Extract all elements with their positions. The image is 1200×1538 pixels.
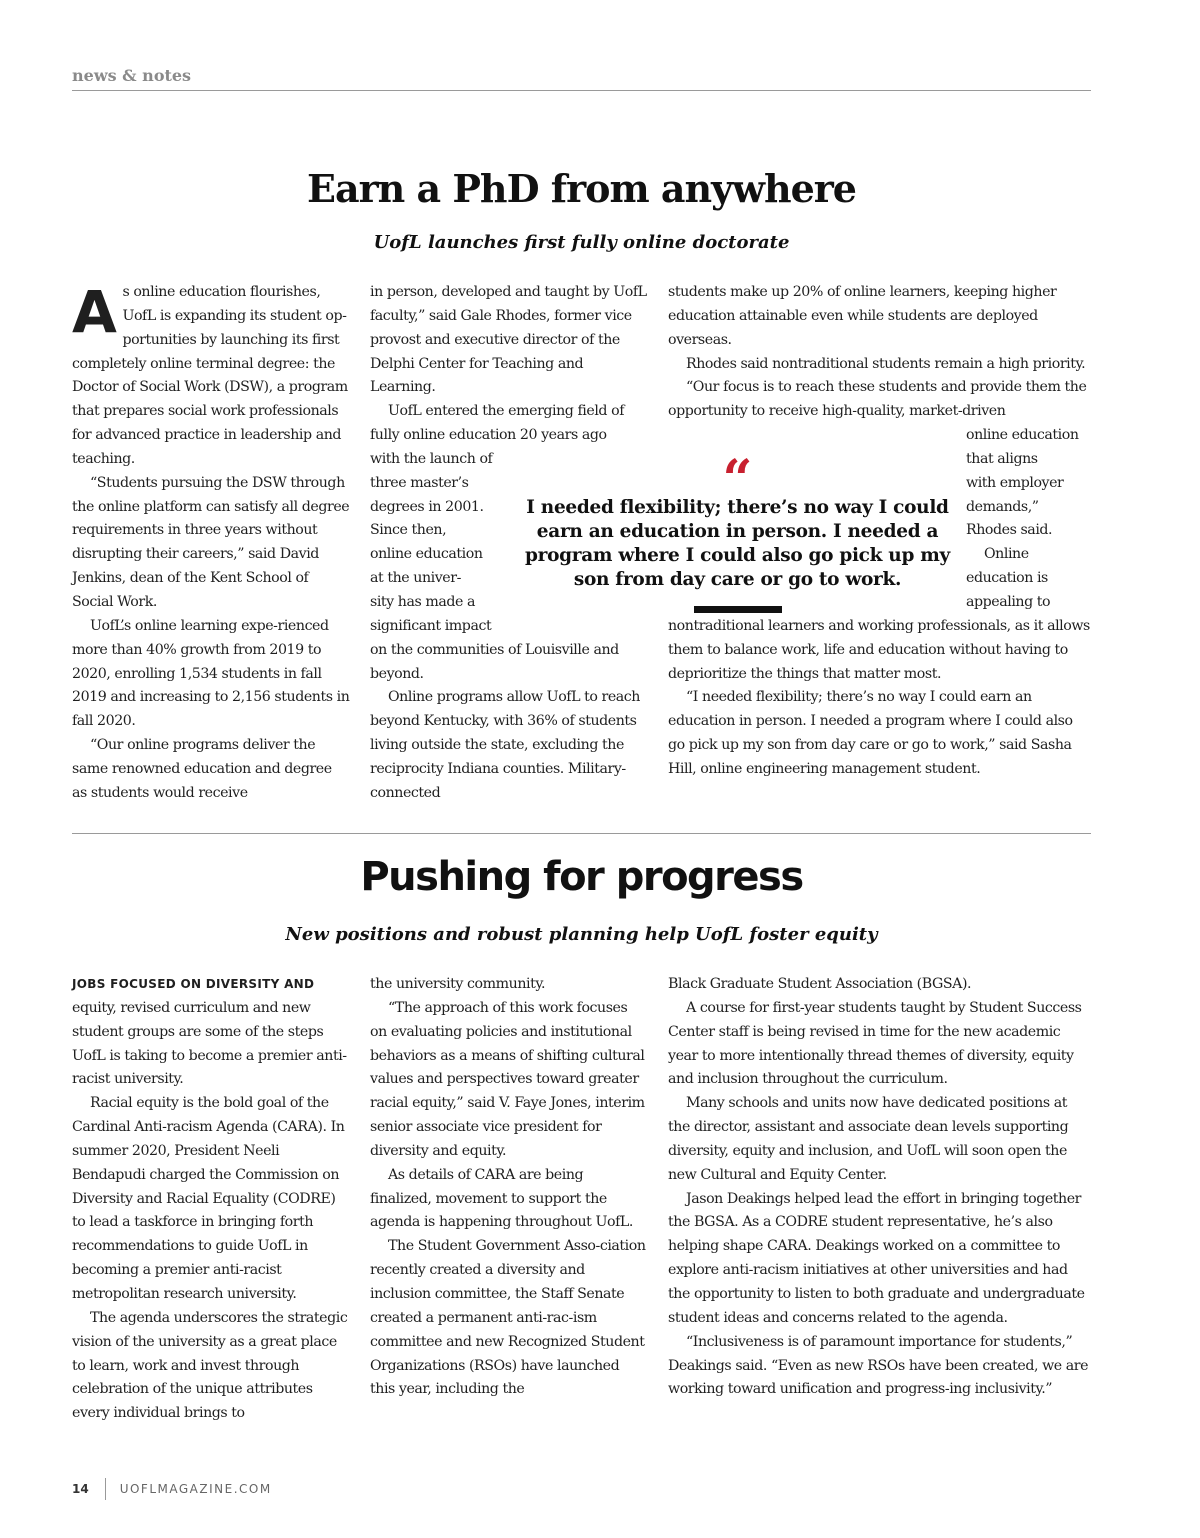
dropcap: A (72, 278, 117, 346)
paragraph: Black Graduate Student Association (BGSA). (668, 976, 972, 992)
narrow-line: degrees in 2001. (370, 498, 484, 515)
paragraph: Online programs allow UofL to reach beyond Kentucky, with 36% of students living outside the state, excluding the reciprocity Indiana counties. Military-connected (370, 689, 640, 801)
narrow-line: significant impact (370, 617, 492, 634)
article1-deck: UofL launches first fully online doctorate (373, 232, 790, 253)
header-rule (72, 90, 1091, 91)
paragraph: s online education flourishes, UofL is expanding its student op-portunities by launching its first completely online terminal degree: the Doctor of Social Work (DSW), a program that prepares social work professionals for advanced practice in leadership and teaching. (72, 284, 348, 467)
paragraph: The agenda underscores the strategic vision of the university as a great place to learn, work and invest through celebration of the unique attributes every individual brings to (72, 1309, 348, 1422)
quote-mark-icon: “ (722, 449, 753, 510)
paragraph: The Student Government Asso-ciation recently created a diversity and inclusion committee, the Staff Senate created a permanent anti-rac-ism committee and new Recognized Student Organizations (RSOs) have launched this year, including the (370, 1238, 646, 1398)
paragraph: “The approach of this work focuses on evaluating policies and institutional behaviors as a means of shifting cultural values and perspectives toward greater racial equity,” said V. Faye Jones, interim senior associate vice president for diversity and equity. (370, 999, 645, 1159)
article2-col1 (72, 973, 350, 1426)
paragraph: Rhodes said nontraditional students remain a high priority. (686, 355, 1086, 372)
lead-in: JOBS FOCUSED ON DIVERSITY AND (72, 977, 315, 991)
pull-quote-bar (694, 606, 782, 613)
paragraph: UofL’s online learning expe-rienced more than 40% growth from 2019 to 2020, enrolling 1,534 students in fall 2019 and increasing to 2,156 students in fall 2020. (72, 617, 350, 730)
paragraph: on the communities of Louisville and beyond. (370, 641, 619, 682)
page-number: 14 (72, 1482, 89, 1496)
narrow-line: online education (370, 546, 483, 563)
paragraph: Racial equity is the bold goal of the Cardinal Anti-racism Agenda (CARA). In summer 2020, President Neeli Bendapudi charged the Commission on Diversity and Racial Equality (CODRE) to lead a taskforce in bringing forth recommendations to guide UofL in becoming a premier anti-racist metropolitan research university. (72, 1095, 345, 1302)
article2-col2 (370, 973, 648, 1402)
narrow-line: Online (984, 546, 1029, 563)
narrow-line: Since then, (370, 522, 447, 539)
paragraph: “I needed flexibility; there’s no way I could earn an education in person. I needed a program where I could also go pick up my son from day care or go to work,” said Sasha Hill, online engineering management student. (668, 689, 1073, 777)
article-divider (72, 833, 1091, 834)
narrow-line: that aligns (966, 450, 1038, 467)
paragraph: “Our focus is to reach these students and provide them the opportunity to receive high-quality, market-driven (668, 379, 1087, 420)
paragraph: equity, revised curriculum and new student groups are some of the steps UofL is taking to become a premier anti-racist university. (72, 999, 347, 1088)
pull-quote-text: I needed flexibility; there’s no way I could earn an education in person. I needed a program where I could also go pick up my son from day care or go to work. (525, 497, 950, 590)
article1-title: Earn a PhD from anywhere (307, 166, 856, 211)
narrow-line: Rhodes said. (966, 522, 1053, 539)
paragraph: the university community. (370, 976, 546, 992)
narrow-line: education is (966, 570, 1048, 587)
paragraph: Many schools and units now have dedicated positions at the director, assistant and associate dean levels supporting diversity, equity and inclusion, and UofL will soon open the new Cultural and Equity Center. (668, 1095, 1069, 1183)
article2-col3 (668, 973, 1091, 1402)
paragraph: “Inclusiveness is of paramount importance for students,” Deakings said. “Even as new RSOs have been created, we are working toward unification and progress-ing inclusivity.” (668, 1333, 1089, 1398)
narrow-line: demands,” (966, 498, 1039, 515)
site-link: UOFLMAGAZINE.COM (119, 1482, 272, 1496)
paragraph: “Students pursuing the DSW through the online platform can satisfy all degree requirements in three years without disrupting their careers,” said David Jenkins, dean of the Kent School of Social Work. (72, 474, 350, 610)
paragraph: in person, developed and taught by UofL faculty,” said Gale Rhodes, former vice provost and executive director of the Delphi Center for Teaching and Learning. (370, 284, 647, 396)
article2-deck: New positions and robust planning help UofL foster equity (285, 924, 878, 945)
paragraph: Jason Deakings helped lead the effort in bringing together the BGSA. As a CODRE student representative, he’s also helping shape CARA. Deakings worked on a committee to explore anti-racism initiatives at other universities and had the opportunity to listen to both graduate and undergraduate student ideas and concerns related to the agenda. (668, 1190, 1085, 1326)
page-footer (72, 1478, 272, 1500)
section-label: news & notes (72, 66, 192, 85)
narrow-line: sity has made a (370, 593, 476, 610)
narrow-line: with the launch of (370, 450, 493, 467)
narrow-line: at the univer- (370, 570, 461, 587)
narrow-line: three master’s (370, 474, 469, 491)
article2-title: Pushing for progress (360, 854, 803, 900)
article1-col1 (72, 278, 350, 806)
paragraph: students make up 20% of online learners, keeping higher education attainable even while students are deployed overseas. (668, 284, 1057, 348)
pull-quote (515, 449, 960, 613)
paragraph: nontraditional learners and working professionals, as it allows them to balance work, life and education without having to deprioritize the things that matter most. (668, 617, 1090, 682)
narrow-line: appealing to (966, 593, 1051, 610)
narrow-line: online education (966, 427, 1079, 444)
paragraph: A course for first-year students taught by Student Success Center staff is being revised in time for the new academic year to more intentionally thread themes of diversity, equity and inclusion throughout the curriculum. (668, 999, 1082, 1088)
narrow-line: with employer (966, 474, 1064, 491)
footer-divider (105, 1478, 106, 1500)
paragraph: “Our online programs deliver the same renowned education and degree as students would receive (72, 737, 332, 801)
paragraph: UofL entered the emerging field of fully online education 20 years ago (370, 403, 625, 444)
paragraph: As details of CARA are being finalized, movement to support the agenda is happening throughout UofL. (370, 1166, 633, 1231)
